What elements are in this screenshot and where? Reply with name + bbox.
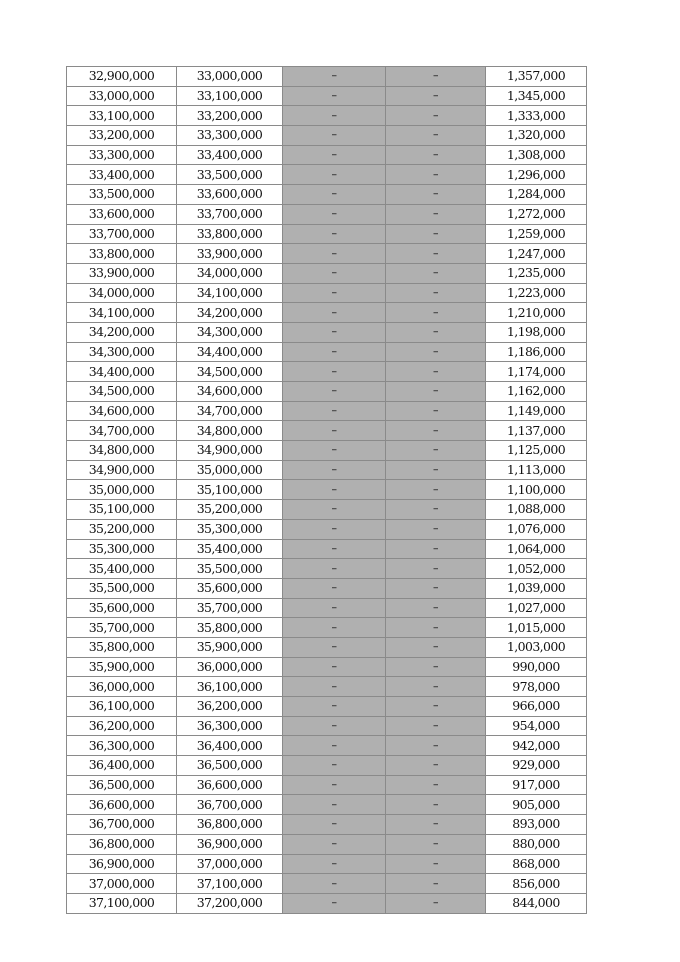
income-from-cell: 34,600,000 xyxy=(67,401,177,421)
income-to-cell: 36,100,000 xyxy=(177,677,283,697)
income-to-cell: 37,100,000 xyxy=(177,874,283,894)
table-row xyxy=(67,362,587,382)
table-row xyxy=(67,67,587,87)
amount-cell: 1,149,000 xyxy=(486,401,587,421)
table-row xyxy=(67,519,587,539)
column-3-cell: – xyxy=(283,775,386,795)
amount-cell: 1,235,000 xyxy=(486,263,587,283)
income-from-cell: 34,500,000 xyxy=(67,382,177,402)
amount-cell: 1,003,000 xyxy=(486,637,587,657)
income-to-cell: 34,600,000 xyxy=(177,382,283,402)
column-3-cell: – xyxy=(283,204,386,224)
income-from-cell: 36,500,000 xyxy=(67,775,177,795)
amount-cell: 1,320,000 xyxy=(486,126,587,146)
income-to-cell: 33,500,000 xyxy=(177,165,283,185)
column-4-cell: – xyxy=(386,874,486,894)
amount-cell: 978,000 xyxy=(486,677,587,697)
amount-cell: 1,052,000 xyxy=(486,559,587,579)
column-4-cell: – xyxy=(386,598,486,618)
tax-table xyxy=(66,66,587,914)
table-row xyxy=(67,874,587,894)
column-4-cell: – xyxy=(386,263,486,283)
income-from-cell: 35,700,000 xyxy=(67,618,177,638)
column-4-cell: – xyxy=(386,578,486,598)
income-from-cell: 36,900,000 xyxy=(67,854,177,874)
column-3-cell: – xyxy=(283,756,386,776)
amount-cell: 1,259,000 xyxy=(486,224,587,244)
amount-cell: 1,113,000 xyxy=(486,460,587,480)
column-4-cell: – xyxy=(386,244,486,264)
column-4-cell: – xyxy=(386,322,486,342)
column-3-cell: – xyxy=(283,736,386,756)
column-3-cell: – xyxy=(283,342,386,362)
column-3-cell: – xyxy=(283,421,386,441)
tax-table-body xyxy=(67,67,587,914)
column-4-cell: – xyxy=(386,854,486,874)
income-from-cell: 34,400,000 xyxy=(67,362,177,382)
income-from-cell: 35,300,000 xyxy=(67,539,177,559)
table-row xyxy=(67,106,587,126)
amount-cell: 1,223,000 xyxy=(486,283,587,303)
table-row xyxy=(67,421,587,441)
amount-cell: 1,198,000 xyxy=(486,322,587,342)
table-row xyxy=(67,263,587,283)
income-to-cell: 33,300,000 xyxy=(177,126,283,146)
column-4-cell: – xyxy=(386,460,486,480)
income-from-cell: 35,000,000 xyxy=(67,480,177,500)
amount-cell: 905,000 xyxy=(486,795,587,815)
column-3-cell: – xyxy=(283,539,386,559)
column-3-cell: – xyxy=(283,460,386,480)
amount-cell: 966,000 xyxy=(486,697,587,717)
income-to-cell: 35,200,000 xyxy=(177,500,283,520)
table-row xyxy=(67,283,587,303)
income-to-cell: 36,800,000 xyxy=(177,815,283,835)
income-to-cell: 34,500,000 xyxy=(177,362,283,382)
income-from-cell: 36,800,000 xyxy=(67,834,177,854)
amount-cell: 1,137,000 xyxy=(486,421,587,441)
table-row xyxy=(67,854,587,874)
amount-cell: 929,000 xyxy=(486,756,587,776)
income-from-cell: 37,100,000 xyxy=(67,893,177,913)
column-3-cell: – xyxy=(283,500,386,520)
column-3-cell: – xyxy=(283,519,386,539)
table-row xyxy=(67,893,587,913)
column-3-cell: – xyxy=(283,795,386,815)
income-to-cell: 34,700,000 xyxy=(177,401,283,421)
column-4-cell: – xyxy=(386,618,486,638)
column-4-cell: – xyxy=(386,441,486,461)
table-row xyxy=(67,224,587,244)
income-from-cell: 34,300,000 xyxy=(67,342,177,362)
income-from-cell: 35,800,000 xyxy=(67,637,177,657)
table-row xyxy=(67,815,587,835)
amount-cell: 856,000 xyxy=(486,874,587,894)
table-row xyxy=(67,303,587,323)
income-to-cell: 34,300,000 xyxy=(177,322,283,342)
table-row xyxy=(67,322,587,342)
income-to-cell: 36,900,000 xyxy=(177,834,283,854)
column-4-cell: – xyxy=(386,716,486,736)
column-4-cell: – xyxy=(386,106,486,126)
column-3-cell: – xyxy=(283,677,386,697)
table-row xyxy=(67,382,587,402)
amount-cell: 1,272,000 xyxy=(486,204,587,224)
column-4-cell: – xyxy=(386,519,486,539)
income-to-cell: 35,400,000 xyxy=(177,539,283,559)
income-from-cell: 33,900,000 xyxy=(67,263,177,283)
column-3-cell: – xyxy=(283,224,386,244)
income-from-cell: 33,500,000 xyxy=(67,185,177,205)
income-to-cell: 33,400,000 xyxy=(177,145,283,165)
income-from-cell: 36,700,000 xyxy=(67,815,177,835)
amount-cell: 893,000 xyxy=(486,815,587,835)
column-3-cell: – xyxy=(283,283,386,303)
income-to-cell: 35,500,000 xyxy=(177,559,283,579)
amount-cell: 1,333,000 xyxy=(486,106,587,126)
column-3-cell: – xyxy=(283,263,386,283)
table-row xyxy=(67,697,587,717)
column-3-cell: – xyxy=(283,618,386,638)
income-to-cell: 36,300,000 xyxy=(177,716,283,736)
income-from-cell: 35,400,000 xyxy=(67,559,177,579)
amount-cell: 1,296,000 xyxy=(486,165,587,185)
table-row xyxy=(67,677,587,697)
column-3-cell: – xyxy=(283,697,386,717)
income-to-cell: 33,000,000 xyxy=(177,67,283,87)
column-3-cell: – xyxy=(283,67,386,87)
column-3-cell: – xyxy=(283,145,386,165)
column-3-cell: – xyxy=(283,322,386,342)
table-row xyxy=(67,460,587,480)
table-row xyxy=(67,86,587,106)
income-from-cell: 35,100,000 xyxy=(67,500,177,520)
income-from-cell: 36,000,000 xyxy=(67,677,177,697)
column-4-cell: – xyxy=(386,126,486,146)
table-row xyxy=(67,244,587,264)
column-3-cell: – xyxy=(283,126,386,146)
column-4-cell: – xyxy=(386,637,486,657)
income-from-cell: 36,100,000 xyxy=(67,697,177,717)
amount-cell: 1,174,000 xyxy=(486,362,587,382)
income-to-cell: 35,800,000 xyxy=(177,618,283,638)
column-3-cell: – xyxy=(283,598,386,618)
column-4-cell: – xyxy=(386,67,486,87)
column-4-cell: – xyxy=(386,224,486,244)
column-4-cell: – xyxy=(386,382,486,402)
income-to-cell: 33,900,000 xyxy=(177,244,283,264)
column-3-cell: – xyxy=(283,559,386,579)
column-4-cell: – xyxy=(386,736,486,756)
amount-cell: 1,284,000 xyxy=(486,185,587,205)
column-3-cell: – xyxy=(283,854,386,874)
table-row xyxy=(67,775,587,795)
income-from-cell: 33,700,000 xyxy=(67,224,177,244)
amount-cell: 1,162,000 xyxy=(486,382,587,402)
income-from-cell: 36,400,000 xyxy=(67,756,177,776)
column-3-cell: – xyxy=(283,578,386,598)
income-to-cell: 36,700,000 xyxy=(177,795,283,815)
column-3-cell: – xyxy=(283,165,386,185)
column-4-cell: – xyxy=(386,421,486,441)
income-to-cell: 35,100,000 xyxy=(177,480,283,500)
income-to-cell: 36,500,000 xyxy=(177,756,283,776)
amount-cell: 1,100,000 xyxy=(486,480,587,500)
column-3-cell: – xyxy=(283,382,386,402)
column-4-cell: – xyxy=(386,756,486,776)
table-row xyxy=(67,657,587,677)
table-row xyxy=(67,204,587,224)
income-from-cell: 33,600,000 xyxy=(67,204,177,224)
table-row xyxy=(67,716,587,736)
income-to-cell: 35,000,000 xyxy=(177,460,283,480)
column-4-cell: – xyxy=(386,775,486,795)
income-to-cell: 35,300,000 xyxy=(177,519,283,539)
table-row xyxy=(67,559,587,579)
income-to-cell: 36,600,000 xyxy=(177,775,283,795)
column-4-cell: – xyxy=(386,204,486,224)
column-3-cell: – xyxy=(283,480,386,500)
column-3-cell: – xyxy=(283,185,386,205)
amount-cell: 880,000 xyxy=(486,834,587,854)
column-4-cell: – xyxy=(386,539,486,559)
column-3-cell: – xyxy=(283,303,386,323)
income-to-cell: 34,000,000 xyxy=(177,263,283,283)
column-3-cell: – xyxy=(283,893,386,913)
amount-cell: 1,015,000 xyxy=(486,618,587,638)
amount-cell: 1,076,000 xyxy=(486,519,587,539)
table-row xyxy=(67,736,587,756)
column-4-cell: – xyxy=(386,795,486,815)
table-row xyxy=(67,480,587,500)
amount-cell: 1,345,000 xyxy=(486,86,587,106)
table-row xyxy=(67,126,587,146)
column-3-cell: – xyxy=(283,657,386,677)
column-3-cell: – xyxy=(283,834,386,854)
column-4-cell: – xyxy=(386,86,486,106)
income-from-cell: 36,600,000 xyxy=(67,795,177,815)
income-to-cell: 33,700,000 xyxy=(177,204,283,224)
income-to-cell: 33,600,000 xyxy=(177,185,283,205)
column-4-cell: – xyxy=(386,834,486,854)
amount-cell: 1,125,000 xyxy=(486,441,587,461)
column-4-cell: – xyxy=(386,500,486,520)
column-3-cell: – xyxy=(283,401,386,421)
income-to-cell: 36,200,000 xyxy=(177,697,283,717)
income-to-cell: 35,700,000 xyxy=(177,598,283,618)
income-to-cell: 37,200,000 xyxy=(177,893,283,913)
amount-cell: 1,247,000 xyxy=(486,244,587,264)
amount-cell: 1,088,000 xyxy=(486,500,587,520)
column-4-cell: – xyxy=(386,559,486,579)
income-to-cell: 36,000,000 xyxy=(177,657,283,677)
amount-cell: 1,210,000 xyxy=(486,303,587,323)
table-row xyxy=(67,500,587,520)
income-from-cell: 35,600,000 xyxy=(67,598,177,618)
income-to-cell: 34,800,000 xyxy=(177,421,283,441)
income-from-cell: 34,800,000 xyxy=(67,441,177,461)
table-row xyxy=(67,145,587,165)
table-row xyxy=(67,441,587,461)
amount-cell: 868,000 xyxy=(486,854,587,874)
income-to-cell: 34,900,000 xyxy=(177,441,283,461)
table-row xyxy=(67,834,587,854)
table-row xyxy=(67,165,587,185)
table-row xyxy=(67,618,587,638)
amount-cell: 1,186,000 xyxy=(486,342,587,362)
amount-cell: 844,000 xyxy=(486,893,587,913)
column-3-cell: – xyxy=(283,86,386,106)
column-4-cell: – xyxy=(386,145,486,165)
column-4-cell: – xyxy=(386,480,486,500)
column-3-cell: – xyxy=(283,637,386,657)
column-3-cell: – xyxy=(283,441,386,461)
column-3-cell: – xyxy=(283,106,386,126)
column-4-cell: – xyxy=(386,283,486,303)
amount-cell: 1,308,000 xyxy=(486,145,587,165)
column-4-cell: – xyxy=(386,165,486,185)
income-from-cell: 33,200,000 xyxy=(67,126,177,146)
income-from-cell: 33,100,000 xyxy=(67,106,177,126)
table-row xyxy=(67,756,587,776)
amount-cell: 1,357,000 xyxy=(486,67,587,87)
amount-cell: 1,027,000 xyxy=(486,598,587,618)
income-from-cell: 35,500,000 xyxy=(67,578,177,598)
column-3-cell: – xyxy=(283,716,386,736)
table-row xyxy=(67,637,587,657)
table-row xyxy=(67,342,587,362)
income-from-cell: 34,700,000 xyxy=(67,421,177,441)
income-from-cell: 37,000,000 xyxy=(67,874,177,894)
column-3-cell: – xyxy=(283,815,386,835)
income-from-cell: 33,400,000 xyxy=(67,165,177,185)
column-4-cell: – xyxy=(386,815,486,835)
column-4-cell: – xyxy=(386,185,486,205)
column-4-cell: – xyxy=(386,677,486,697)
income-from-cell: 34,000,000 xyxy=(67,283,177,303)
income-to-cell: 34,200,000 xyxy=(177,303,283,323)
table-row xyxy=(67,185,587,205)
table-row xyxy=(67,598,587,618)
income-from-cell: 34,900,000 xyxy=(67,460,177,480)
income-from-cell: 35,200,000 xyxy=(67,519,177,539)
column-3-cell: – xyxy=(283,874,386,894)
amount-cell: 942,000 xyxy=(486,736,587,756)
income-from-cell: 36,200,000 xyxy=(67,716,177,736)
table-row xyxy=(67,401,587,421)
column-4-cell: – xyxy=(386,893,486,913)
income-to-cell: 34,400,000 xyxy=(177,342,283,362)
column-4-cell: – xyxy=(386,362,486,382)
amount-cell: 917,000 xyxy=(486,775,587,795)
income-from-cell: 33,000,000 xyxy=(67,86,177,106)
income-from-cell: 36,300,000 xyxy=(67,736,177,756)
income-to-cell: 36,400,000 xyxy=(177,736,283,756)
column-4-cell: – xyxy=(386,697,486,717)
income-to-cell: 33,100,000 xyxy=(177,86,283,106)
income-to-cell: 33,200,000 xyxy=(177,106,283,126)
income-to-cell: 34,100,000 xyxy=(177,283,283,303)
income-from-cell: 33,800,000 xyxy=(67,244,177,264)
column-3-cell: – xyxy=(283,244,386,264)
amount-cell: 954,000 xyxy=(486,716,587,736)
table-row xyxy=(67,578,587,598)
column-4-cell: – xyxy=(386,657,486,677)
income-from-cell: 35,900,000 xyxy=(67,657,177,677)
income-from-cell: 32,900,000 xyxy=(67,67,177,87)
income-from-cell: 34,100,000 xyxy=(67,303,177,323)
amount-cell: 1,039,000 xyxy=(486,578,587,598)
amount-cell: 1,064,000 xyxy=(486,539,587,559)
income-to-cell: 37,000,000 xyxy=(177,854,283,874)
amount-cell: 990,000 xyxy=(486,657,587,677)
column-3-cell: – xyxy=(283,362,386,382)
income-from-cell: 33,300,000 xyxy=(67,145,177,165)
income-to-cell: 35,900,000 xyxy=(177,637,283,657)
table-row xyxy=(67,795,587,815)
column-4-cell: – xyxy=(386,342,486,362)
income-to-cell: 35,600,000 xyxy=(177,578,283,598)
column-4-cell: – xyxy=(386,401,486,421)
column-4-cell: – xyxy=(386,303,486,323)
table-row xyxy=(67,539,587,559)
income-to-cell: 33,800,000 xyxy=(177,224,283,244)
income-from-cell: 34,200,000 xyxy=(67,322,177,342)
